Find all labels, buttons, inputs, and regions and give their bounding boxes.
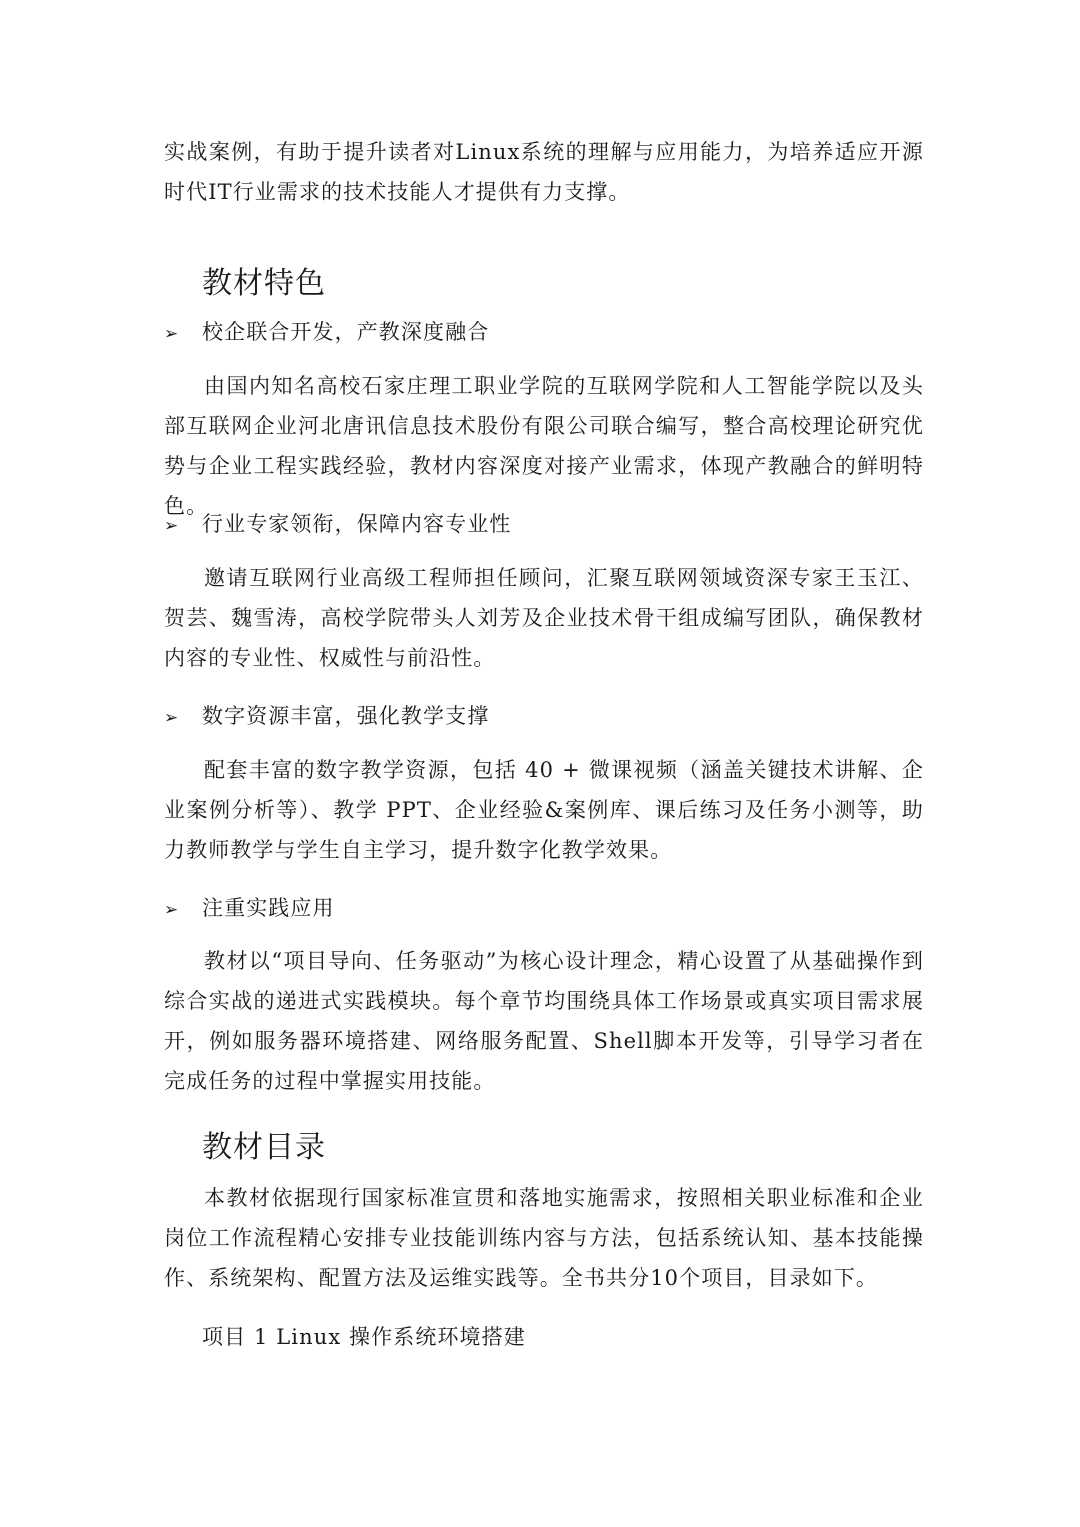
feature-body: 配套丰富的数字教学资源，包括 40 + 微课视频（涵盖关键技术讲解、企业案例分析等）、教学 PPT、企业经验&案例库、课后练习及任务小测等，助力教师教学与学生自主学习，提升数字化教学效果。 xyxy=(164,758,924,862)
feature-body: 教材以“项目导向、任务驱动”为核心设计理念，精心设置了从基础操作到综合实战的递进式实践模块。每个章节均围绕具体工作场景或真实项目需求展开，例如服务器环境搭建、网络服务配置、Shell脚本开发等，引导学习者在完成任务的过程中掌握实用技能。 xyxy=(164,949,924,1093)
toc-heading: 教材目录 xyxy=(202,1130,326,1165)
bullet-arrow-icon: ➢ xyxy=(164,900,180,920)
feature-item-1 xyxy=(164,312,924,354)
bullet-arrow-icon: ➢ xyxy=(164,324,180,344)
feature-item-3 xyxy=(164,696,924,738)
feature-item-2 xyxy=(164,504,924,546)
bullet-arrow-icon: ➢ xyxy=(164,708,180,728)
feature-title: 校企联合开发，产教深度融合 xyxy=(202,320,490,344)
feature-body: 由国内知名高校石家庄理工职业学院的互联网学院和人工智能学院以及头部互联网企业河北唐讯信息技术股份有限公司联合编写，整合高校理论研究优势与企业工程实践经验，教材内容深度对接产业需求，体现产教融合的鲜明特色。 xyxy=(164,374,924,518)
feature-title: 行业专家领衔，保障内容专业性 xyxy=(202,512,512,536)
toc-intro-paragraph: 本教材依据现行国家标准宣贯和落地实施需求，按照相关职业标准和企业岗位工作流程精心安排专业技能训练内容与方法，包括系统认知、基本技能操作、系统架构、配置方法及运维实践等。全书共分10个项目，目录如下。 xyxy=(164,1186,924,1290)
feature-title: 注重实践应用 xyxy=(202,896,335,920)
intro-paragraph: 实战案例，有助于提升读者对Linux系统的理解与应用能力，为培养适应开源时代IT行业需求的技术技能人才提供有力支撑。 xyxy=(164,140,924,204)
toc-item-project-1: 项目 1 Linux 操作系统环境搭建 xyxy=(202,1325,526,1349)
feature-title: 数字资源丰富，强化教学支撑 xyxy=(202,704,490,728)
feature-body: 邀请互联网行业高级工程师担任顾问，汇聚互联网领域资深专家王玉江、贺芸、魏雪涛，高校学院带头人刘芳及企业技术骨干组成编写团队，确保教材内容的专业性、权威性与前沿性。 xyxy=(164,566,924,670)
features-heading: 教材特色 xyxy=(202,266,326,301)
feature-item-4 xyxy=(164,888,924,930)
bullet-arrow-icon: ➢ xyxy=(164,516,180,536)
